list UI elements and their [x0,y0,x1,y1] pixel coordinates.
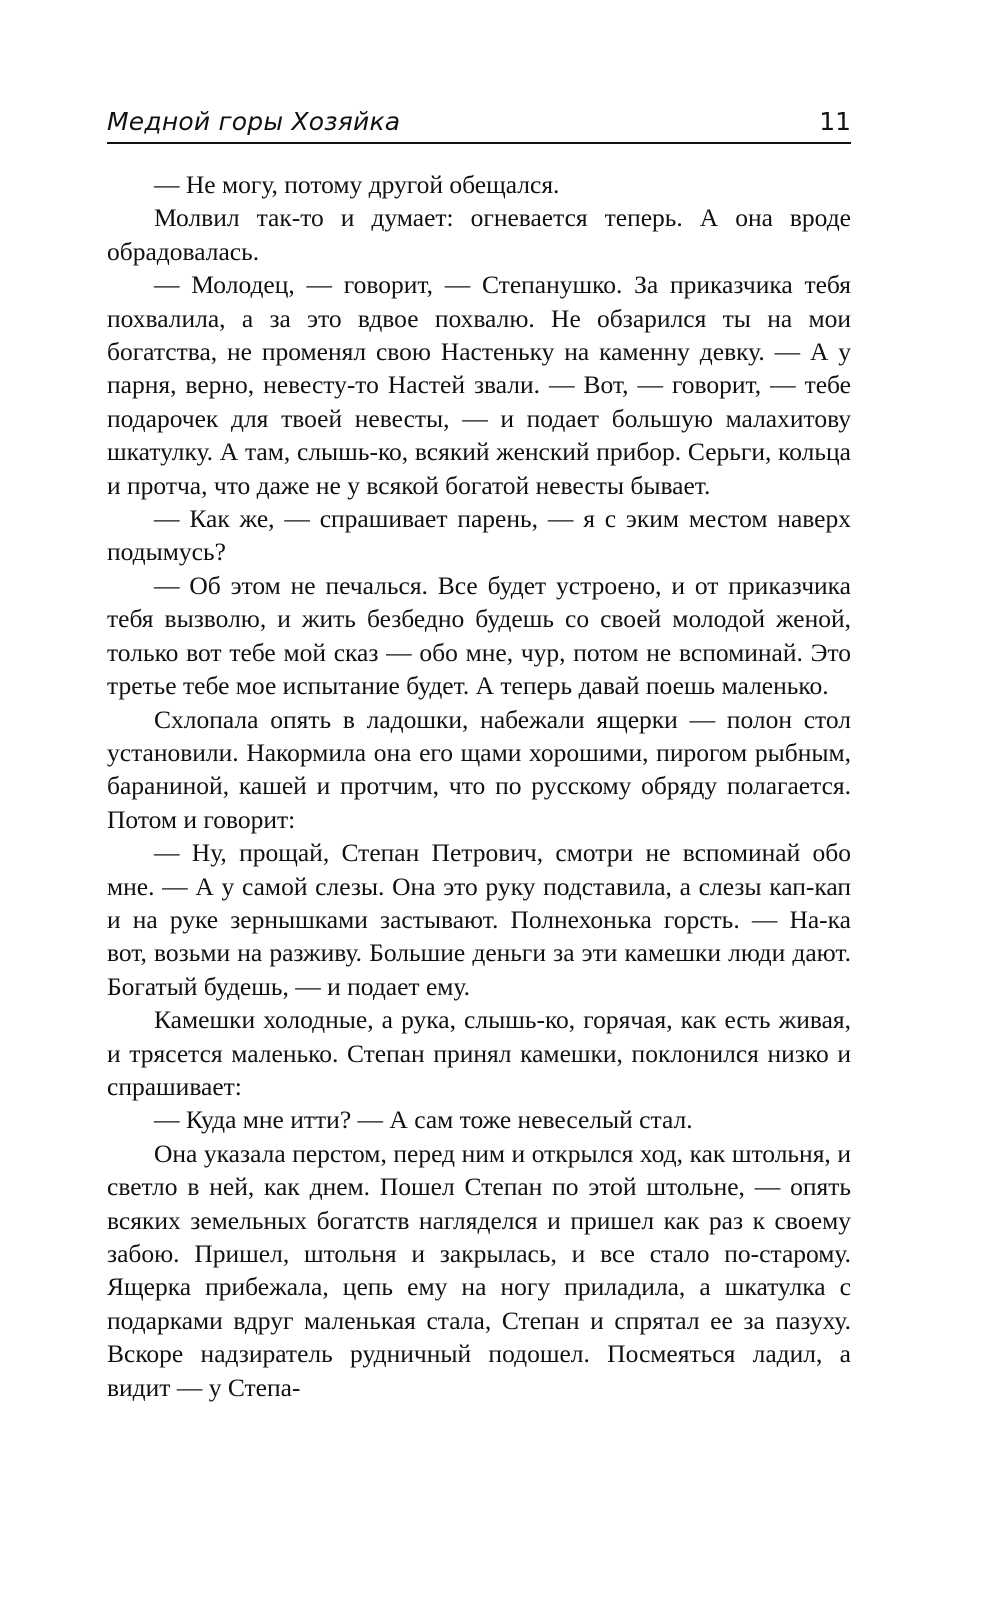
paragraph: — Молодец, — говорит, — Степанушко. За приказчика тебя похвалила, а за это вдвое похвалю. Не обзарился ты на мои богатства, не променял свою Настеньку на каменну девку. — А у парня, верно, невесту-то Настей звали. — Вот, — говорит, — тебе подарочек для твоей невесты, — и подает большую малахитову шкатулку. А там, слышь-ко, всякий женский прибор. Серьги, кольца и протча, что даже не у всякой богатой невесты бывает. [107,270,851,500]
paragraph: — Как же, — спрашивает парень, — я с эким местом наверх подымусь? [107,504,851,567]
paragraph: — Ну, прощай, Степан Петрович, смотри не вспоминай обо мне. — А у самой слезы. Она это руку подставила, а слезы кап-кап и на руке зернышками застывают. Полнехонька горсть. — На-ка вот, возьми на разживу. Большие деньги за эти камешки люди дают. Богатый будешь, — и подает ему. [107,838,851,1001]
book-page [107,108,851,1404]
page-number: 11 [819,107,851,136]
paragraph: Камешки холодные, а рука, слышь-ко, горячая, как есть живая, и трясется маленько. Степан принял камешки, поклонился низко и спрашивает: [107,1005,851,1101]
paragraph: Молвил так-то и думает: огневается теперь. А она вроде обрадовалась. [107,203,851,266]
body-text [107,168,851,1404]
running-header [107,108,851,144]
paragraph: — Об этом не печалься. Все будет устроено, и от приказчика тебя вызволю, и жить безбедно будешь со своей молодой женой, только вот тебе мой сказ — обо мне, чур, потом не вспоминай. Это третье тебе мое испытание будет. А теперь давай поешь маленько. [107,570,851,701]
paragraph: — Куда мне итти? — А сам тоже невеселый стал. [154,1105,693,1135]
paragraph: Схлопала опять в ладошки, набежали ящерки — полон стол установили. Накормила она его щами хорошими, пирогом рыбным, бараниной, кашей и протчим, что по русскому обряду полагается. Потом и говорит: [107,704,851,834]
paragraph: — Не могу, потому другой обещался. [154,170,560,199]
running-title: Медной горы Хозяйка [107,107,401,136]
paragraph: Она указала перстом, перед ним и открылся ход, как штольня, и светло в ней, как днем. Пошел Степан по этой штольне, — опять всяких земельных богатств нагляделся и пришел как раз к своему забою. Пришел, штольня и закрылась, и все стало по-старому. Ящерка прибежала, цепь ему на ногу приладила, а шкатулка с подарками вдруг маленькая стала, Степан и спрятал ее за пазуху. Вскоре надзиратель рудничный подошел. Посмеяться ладил, а видит — у Степа- [107,1138,851,1402]
